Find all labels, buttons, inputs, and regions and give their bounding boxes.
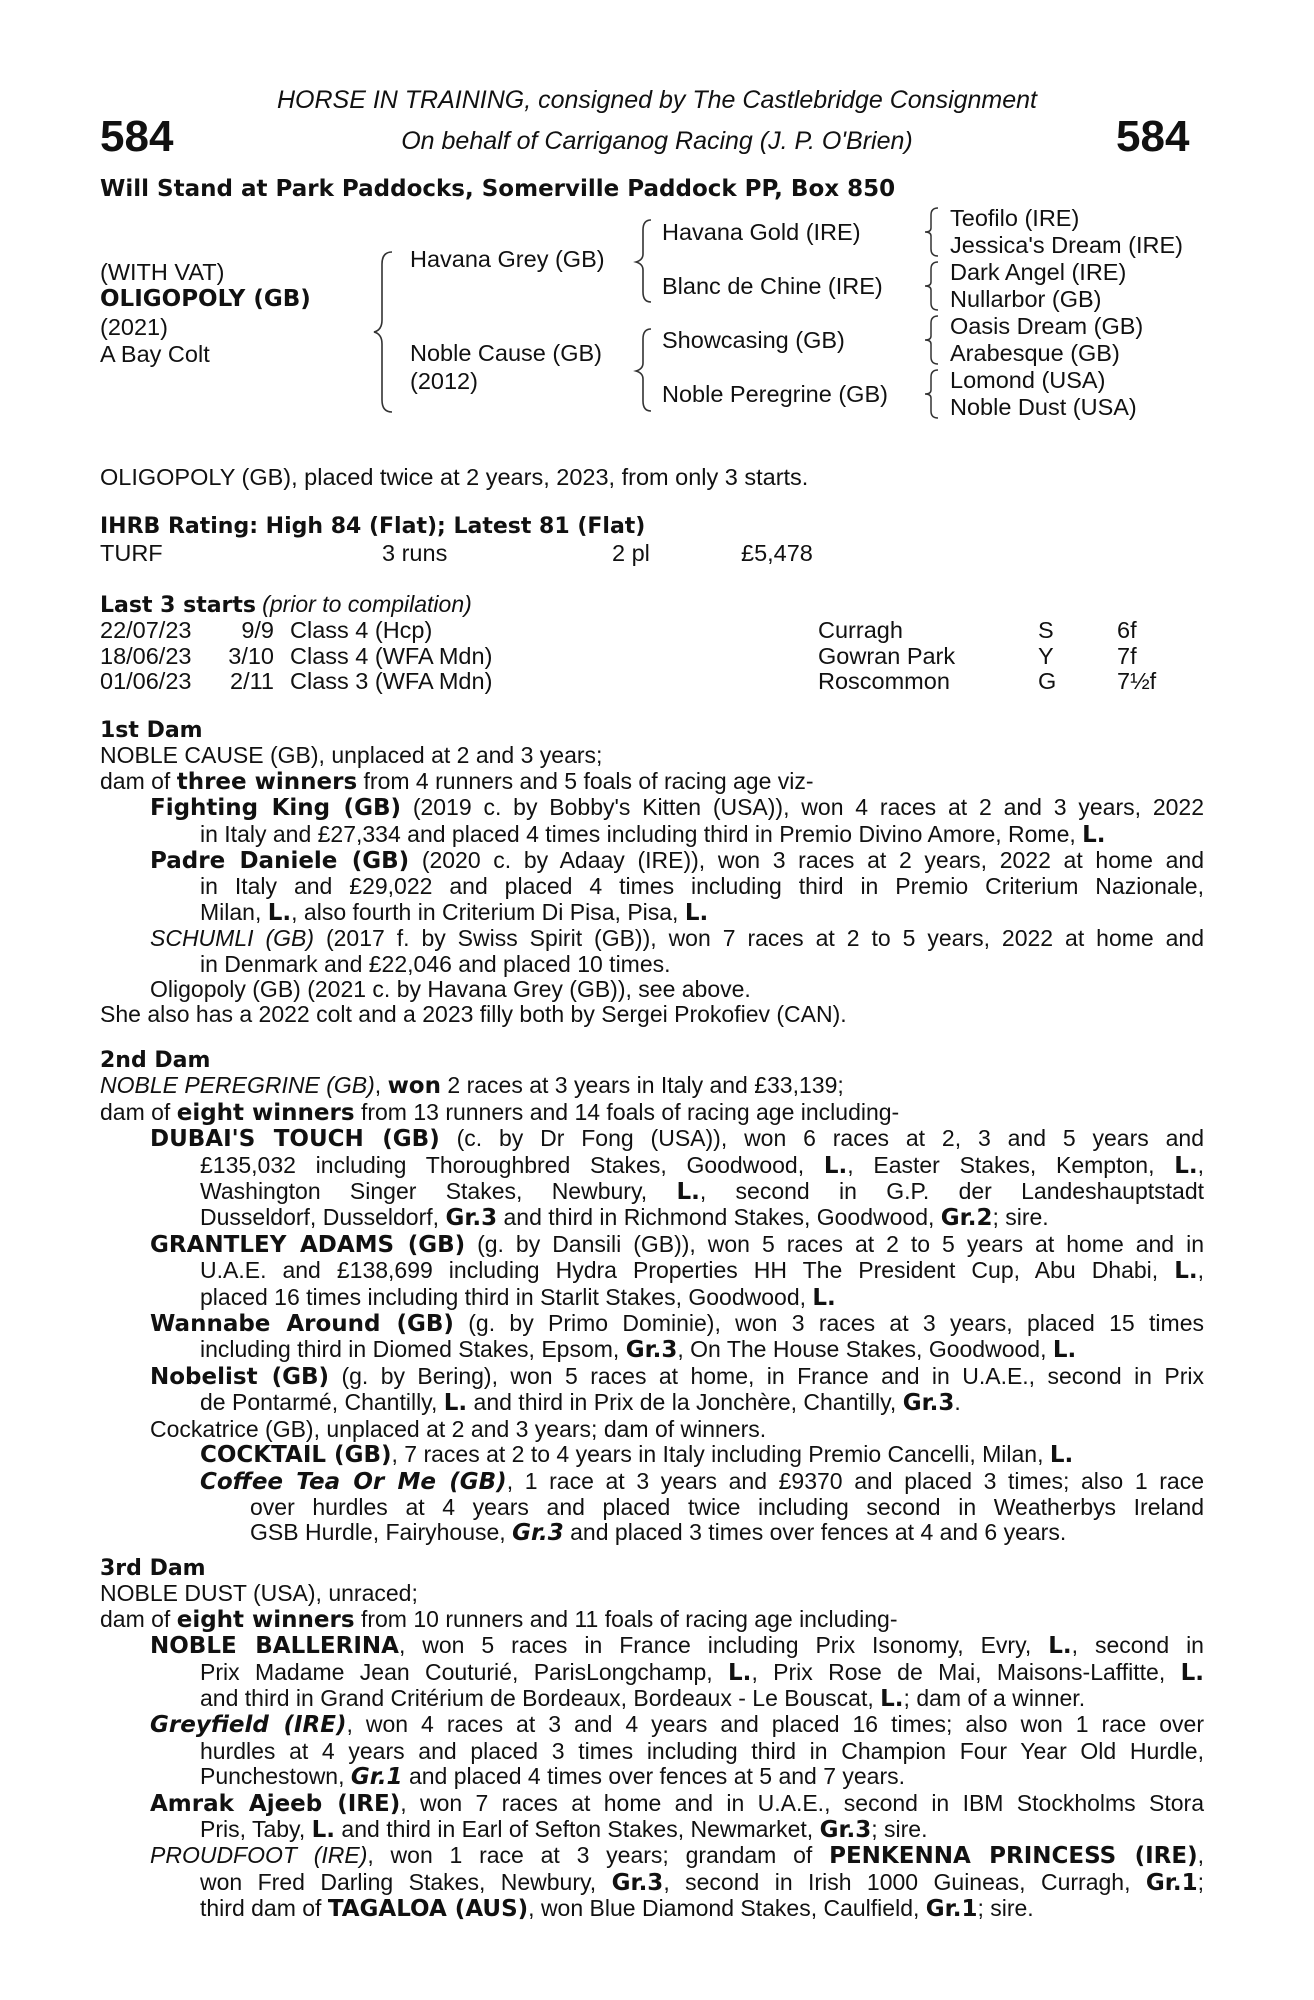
third-dam-section: [100, 1556, 1204, 1923]
produce-amrak-ajeeb: Amrak Ajeeb (IRE), won 7 races at home and in U.A.E., second in IBM Stockholms Stora: [150, 1789, 1205, 1817]
start-2-race: Class 4 (WFA Mdn): [290, 642, 493, 669]
proudfoot-line3: third dam of TAGALOA (AUS), won Blue Diamond Stakes, Caulfield, Gr.1; sire.: [200, 1895, 1034, 1923]
rating-title: IHRB Rating: High 84 (Flat); Latest 81 (Flat): [100, 514, 646, 539]
summary-line: OLIGOPOLY (GB), placed twice at 2 years, 2023, from only 3 starts.: [100, 464, 809, 490]
rating-earnings: £5,478: [741, 540, 813, 566]
consignor-line: HORSE IN TRAINING, consigned by The Castlebridge Consignment: [276, 86, 1038, 114]
amrak-ajeeb-line2: Pris, Taby, L. and third in Earl of Sefton Stakes, Newmarket, Gr.3; sire.: [200, 1816, 928, 1844]
start-3-race: Class 3 (WFA Mdn): [290, 668, 493, 694]
grantley-adams-line3: placed 16 times including third in Starlit Stakes, Goodwood, L.: [200, 1283, 836, 1311]
lot-number-left: 584: [100, 112, 174, 161]
third-dam-produce-line: dam of eight winners from 10 runners and 11 foals of racing age including-: [100, 1605, 898, 1633]
greyfield-line3: Punchestown, Gr.1 and placed 4 times over fences at 5 and 7 years.: [200, 1763, 906, 1791]
start-1-race: Class 4 (Hcp): [290, 617, 433, 643]
brace-g3: [922, 314, 944, 366]
start-3-pos: 2/11: [230, 668, 274, 694]
starts-heading: [100, 591, 472, 618]
start-1-going: S: [1038, 617, 1054, 643]
second-dam-produce-line: dam of eight winners from 13 runners and 14 foals of racing age including-: [100, 1098, 900, 1126]
sire-sire: Havana Gold (IRE): [662, 219, 861, 245]
start-3-course: Roscommon: [818, 668, 950, 694]
sire: Havana Grey (GB): [410, 246, 605, 272]
lot-number-right: 584: [1116, 112, 1190, 161]
start-2-going: Y: [1038, 642, 1054, 669]
sire-dam-brace: [370, 250, 400, 415]
also-has-line: She also has a 2022 colt and a 2023 filly both by Sergei Prokofiev (CAN).: [100, 1001, 847, 1028]
third-dam-title: 3rd Dam: [100, 1556, 206, 1581]
first-dam-title: 1st Dam: [100, 718, 203, 743]
produce-dubais-touch: DUBAI'S TOUCH (GB) (c. by Dr Fong (USA)), won 6 races at 2, 3 and 5 years and: [150, 1125, 1204, 1153]
sdd: Nullarbor (GB): [950, 286, 1102, 312]
dsd: Arabesque (GB): [950, 340, 1120, 366]
starts-note: (prior to compilation): [262, 591, 472, 617]
start-3-dist: 7½f: [1117, 668, 1157, 694]
proudfoot-line2: won Fred Darling Stakes, Newbury, Gr.3, second in Irish 1000 Guineas, Curragh, Gr.1;: [200, 1868, 1204, 1896]
start-3-going: G: [1038, 668, 1057, 694]
start-1-course: Curragh: [818, 617, 903, 643]
third-dam-line: NOBLE DUST (USA), unraced;: [100, 1580, 418, 1607]
sds: Dark Angel (IRE): [950, 259, 1127, 285]
dubais-touch-line4: Dusseldorf, Dusseldorf, Gr.3 and third in Richmond Stakes, Goodwood, Gr.2; sire.: [200, 1204, 1049, 1232]
produce-cocktail: COCKTAIL (GB), 7 races at 2 to 4 years in Italy including Premio Cancelli, Milan, L.: [200, 1441, 1074, 1469]
first-dam-line: NOBLE CAUSE (GB), unplaced at 2 and 3 years;: [100, 742, 603, 769]
coffee-tea-line2: over hurdles at 4 years and placed twice including second in Weatherbys Ireland: [250, 1493, 1204, 1520]
schumli-line2: in Denmark and £22,046 and placed 10 times.: [200, 950, 671, 977]
sire-dam: Blanc de Chine (IRE): [662, 273, 883, 299]
produce-grantley-adams: GRANTLEY ADAMS (GB) (g. by Dansili (GB)), won 5 races at 2 to 5 years at home and in: [150, 1230, 1204, 1258]
start-2-dist: 7f: [1117, 642, 1137, 669]
dam-year: (2012): [410, 368, 478, 394]
starts-title: Last 3 starts: [100, 593, 257, 618]
dam-sire: Showcasing (GB): [662, 327, 845, 353]
dubais-touch-line3: Washington Singer Stakes, Newbury, L., second in G.P. der Landeshauptstadt: [200, 1178, 1204, 1206]
dss: Oasis Dream (GB): [950, 313, 1144, 339]
rating-surface: TURF: [100, 540, 163, 566]
sire-parents-brace: [633, 218, 657, 304]
grantley-adams-line2: U.A.E. and £138,699 including Hydra Properties HH The President Cup, Abu Dhabi, L.,: [200, 1257, 1204, 1285]
ssd: Jessica's Dream (IRE): [950, 232, 1183, 258]
brace-g2: [922, 260, 944, 312]
dam-dam: Noble Peregrine (GB): [662, 381, 888, 407]
produce-proudfoot: PROUDFOOT (IRE), won 1 race at 3 years; grandam of PENKENNA PRINCESS (IRE),: [150, 1842, 1204, 1870]
produce-nobelist: Nobelist (GB) (g. by Bering), won 5 races at home, in France and in U.A.E., second in Prix: [150, 1362, 1205, 1390]
brace-g1: [922, 206, 944, 258]
coffee-tea-line3: GSB Hurdle, Fairyhouse, Gr.3 and placed 3 times over fences at 4 and 6 years.: [250, 1519, 1067, 1547]
vat-label: (WITH VAT): [100, 259, 225, 285]
three-winners: three winners: [176, 768, 358, 795]
produce-noble-ballerina: NOBLE BALLERINA, won 5 races in France including Prix Isonomy, Evry, L., second in: [150, 1632, 1204, 1660]
produce-wannabe-around: Wannabe Around (GB) (g. by Primo Dominie), won 3 races at 3 years, placed 15 times: [150, 1310, 1204, 1338]
start-2-date: 18/06/23: [100, 642, 192, 669]
start-1-date: 22/07/23: [100, 617, 192, 643]
produce-padre-daniele: Padre Daniele (GB) (2020 c. by Adaay (IRE)), won 3 races at 2 years, 2022 at home and: [150, 847, 1204, 875]
rating-runs: 3 runs: [382, 540, 448, 566]
start-1-dist: 6f: [1117, 617, 1137, 643]
start-2-course: Gowran Park: [818, 642, 956, 669]
dam: Noble Cause (GB): [410, 340, 602, 366]
padre-daniele-line2: in Italy and £29,022 and placed 4 times including third in Premio Criterium Nazionale,: [200, 873, 1204, 900]
padre-daniele-line3: Milan, L., also fourth in Criterium Di Pisa, Pisa, L.: [200, 898, 709, 926]
horse-year: (2021): [100, 314, 168, 340]
second-dam-line: NOBLE PEREGRINE (GB), won 2 races at 3 years in Italy and £33,139;: [100, 1072, 844, 1100]
second-dam-title: 2nd Dam: [100, 1048, 211, 1073]
produce-schumli: SCHUMLI (GB) (2017 f. by Swiss Spirit (GB)), won 7 races at 2 to 5 years, 2022 at home and: [150, 925, 1205, 952]
produce-oligopoly: Oligopoly (GB) (2021 c. by Havana Grey (GB)), see above.: [150, 976, 751, 1003]
horse-name: OLIGOPOLY (GB): [100, 286, 311, 312]
produce-fighting-king: Fighting King (GB) (2019 c. by Bobby's Kitten (USA)), won 4 races at 2 and 3 years, 2022: [150, 794, 1204, 822]
horse-desc: A Bay Colt: [100, 341, 210, 367]
wannabe-around-line2: including third in Diomed Stakes, Epsom, Gr.3, On The House Stakes, Goodwood, L.: [200, 1336, 1077, 1364]
first-dam-produce-line: dam of three winners from 4 runners and 5 foals of racing age viz-: [100, 767, 814, 795]
start-1-pos: 9/9: [241, 617, 274, 643]
behalf-line: On behalf of Carriganog Racing (J. P. O'Brien): [401, 127, 913, 155]
dam-parents-brace: [633, 327, 657, 413]
greyfield-line2: hurdles at 4 years and placed 3 times including third in Champion Four Year Old Hurdle,: [200, 1737, 1204, 1764]
fighting-king-line2: in Italy and £27,334 and placed 4 times including third in Premio Divino Amore, Rome, L.: [200, 820, 1106, 848]
first-dam-section: [100, 718, 1204, 1028]
ddd: Noble Dust (USA): [950, 394, 1137, 420]
start-2-pos: 3/10: [228, 642, 274, 669]
brace-g4: [922, 368, 944, 420]
produce-greyfield: Greyfield (IRE), won 4 races at 3 and 4 years and placed 16 times; also won 1 race over: [150, 1711, 1205, 1739]
dds: Lomond (USA): [950, 367, 1106, 393]
noble-ballerina-line3: and third in Grand Critérium de Bordeaux, Bordeaux - Le Bouscat, L.; dam of a winner.: [200, 1685, 1086, 1713]
produce-cockatrice: Cockatrice (GB), unplaced at 2 and 3 years; dam of winners.: [150, 1415, 767, 1442]
dubais-touch-line2: £135,032 including Thoroughbred Stakes, Goodwood, L., Easter Stakes, Kempton, L.,: [200, 1151, 1204, 1179]
noble-ballerina-line2: Prix Madame Jean Couturié, ParisLongchamp, L., Prix Rose de Mai, Maisons-Laffitte, L.: [200, 1658, 1204, 1686]
nobelist-line2: de Pontarmé, Chantilly, L. and third in Prix de la Jonchère, Chantilly, Gr.3.: [200, 1389, 961, 1417]
start-3-date: 01/06/23: [100, 668, 192, 694]
produce-coffee-tea-or-me: Coffee Tea Or Me (GB), 1 race at 3 years and £9370 and placed 3 times; also 1 race: [200, 1467, 1204, 1495]
rating-placed: 2 pl: [612, 540, 650, 566]
stabling-line: Will Stand at Park Paddocks, Somerville Paddock PP, Box 850: [100, 176, 896, 202]
second-dam-section: [100, 1048, 1204, 1547]
sss: Teofilo (IRE): [950, 205, 1080, 231]
